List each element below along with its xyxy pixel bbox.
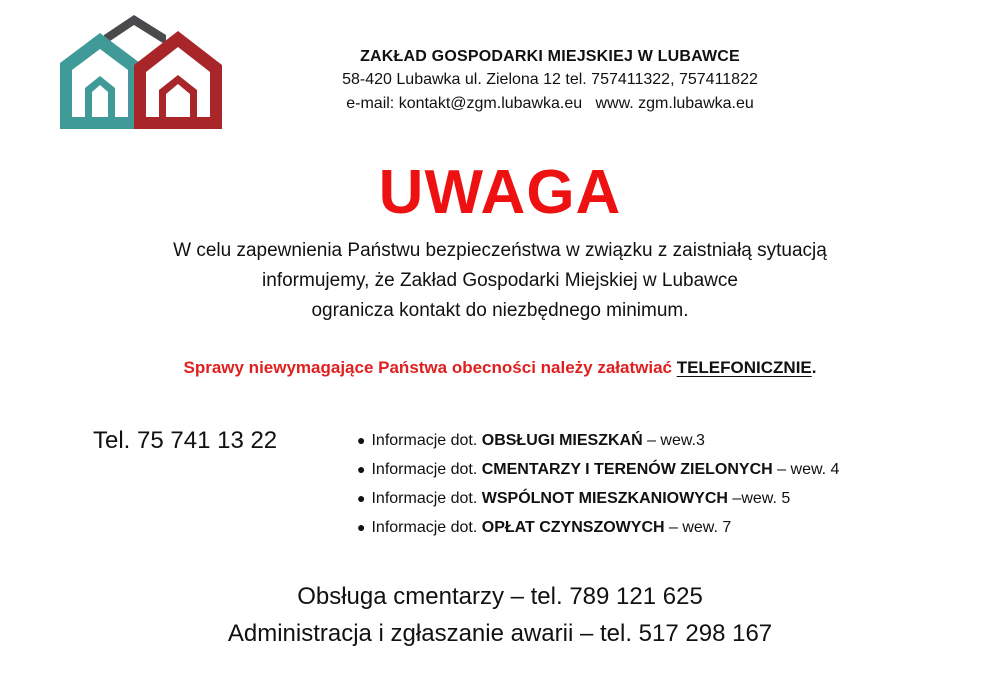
- item-extension: – wew.3: [642, 432, 705, 449]
- item-topic: OBSŁUGI MIESZKAŃ: [481, 432, 643, 449]
- item-prefix: Informacje dot.: [371, 490, 482, 507]
- administration-phone: Administracja i zgłaszanie awarii – tel. 517 298 167: [227, 620, 773, 647]
- body-line: ogranicza kontakt do niezbędnego minimum.: [311, 300, 689, 321]
- list-item: [357, 455, 839, 484]
- bullet-icon: ●: [357, 432, 366, 448]
- zgm-logo: [58, 15, 224, 133]
- contact-line: e-mail: kontakt@zgm.lubawka.eu www. zgm.lubawka.eu: [346, 95, 754, 112]
- item-extension: –wew. 5: [727, 490, 791, 507]
- item-extension: – wew. 7: [664, 519, 732, 536]
- body-line: W celu zapewnienia Państwu bezpieczeństwa w związku z zaistniałą sytuacją: [173, 240, 827, 261]
- footer-contacts: [0, 578, 1000, 652]
- extension-list: [357, 426, 839, 542]
- list-item: [357, 426, 839, 455]
- item-topic: CMENTARZY I TERENÓW ZIELONYCH: [481, 461, 773, 478]
- page-title: UWAGA: [378, 158, 622, 227]
- item-topic: WSPÓLNOT MIESZKANIOWYCH: [481, 490, 728, 507]
- cemetery-phone: Obsługa cmentarzy – tel. 789 121 625: [297, 583, 703, 610]
- notice-text: Sprawy niewymagające Państwa obecności należy załatwiać: [183, 358, 677, 377]
- organization-name: ZAKŁAD GOSPODARKI MIEJSKIEJ W LUBAWCE: [360, 48, 740, 65]
- notice-emphasis: TELEFONICZNIE: [676, 358, 812, 377]
- bullet-icon: ●: [357, 519, 366, 535]
- list-item: [357, 484, 839, 513]
- item-prefix: Informacje dot.: [371, 432, 482, 449]
- item-topic: OPŁAT CZYNSZOWYCH: [481, 519, 665, 536]
- body-line: informujemy, że Zakład Gospodarki Miejskiej w Lubawce: [262, 270, 738, 291]
- announcement-body: [0, 236, 1000, 326]
- letterhead: [240, 46, 860, 116]
- bullet-icon: ●: [357, 490, 366, 506]
- bullet-icon: ●: [357, 461, 366, 477]
- notice-end: .: [811, 358, 817, 377]
- item-prefix: Informacje dot.: [371, 519, 482, 536]
- phone-notice: [0, 356, 1000, 380]
- list-item: [357, 513, 839, 542]
- item-prefix: Informacje dot.: [371, 461, 482, 478]
- main-phone-number: Tel. 75 741 13 22: [93, 427, 278, 454]
- item-extension: – wew. 4: [772, 461, 840, 478]
- address-line: 58-420 Lubawka ul. Zielona 12 tel. 757411322, 757411822: [342, 71, 758, 88]
